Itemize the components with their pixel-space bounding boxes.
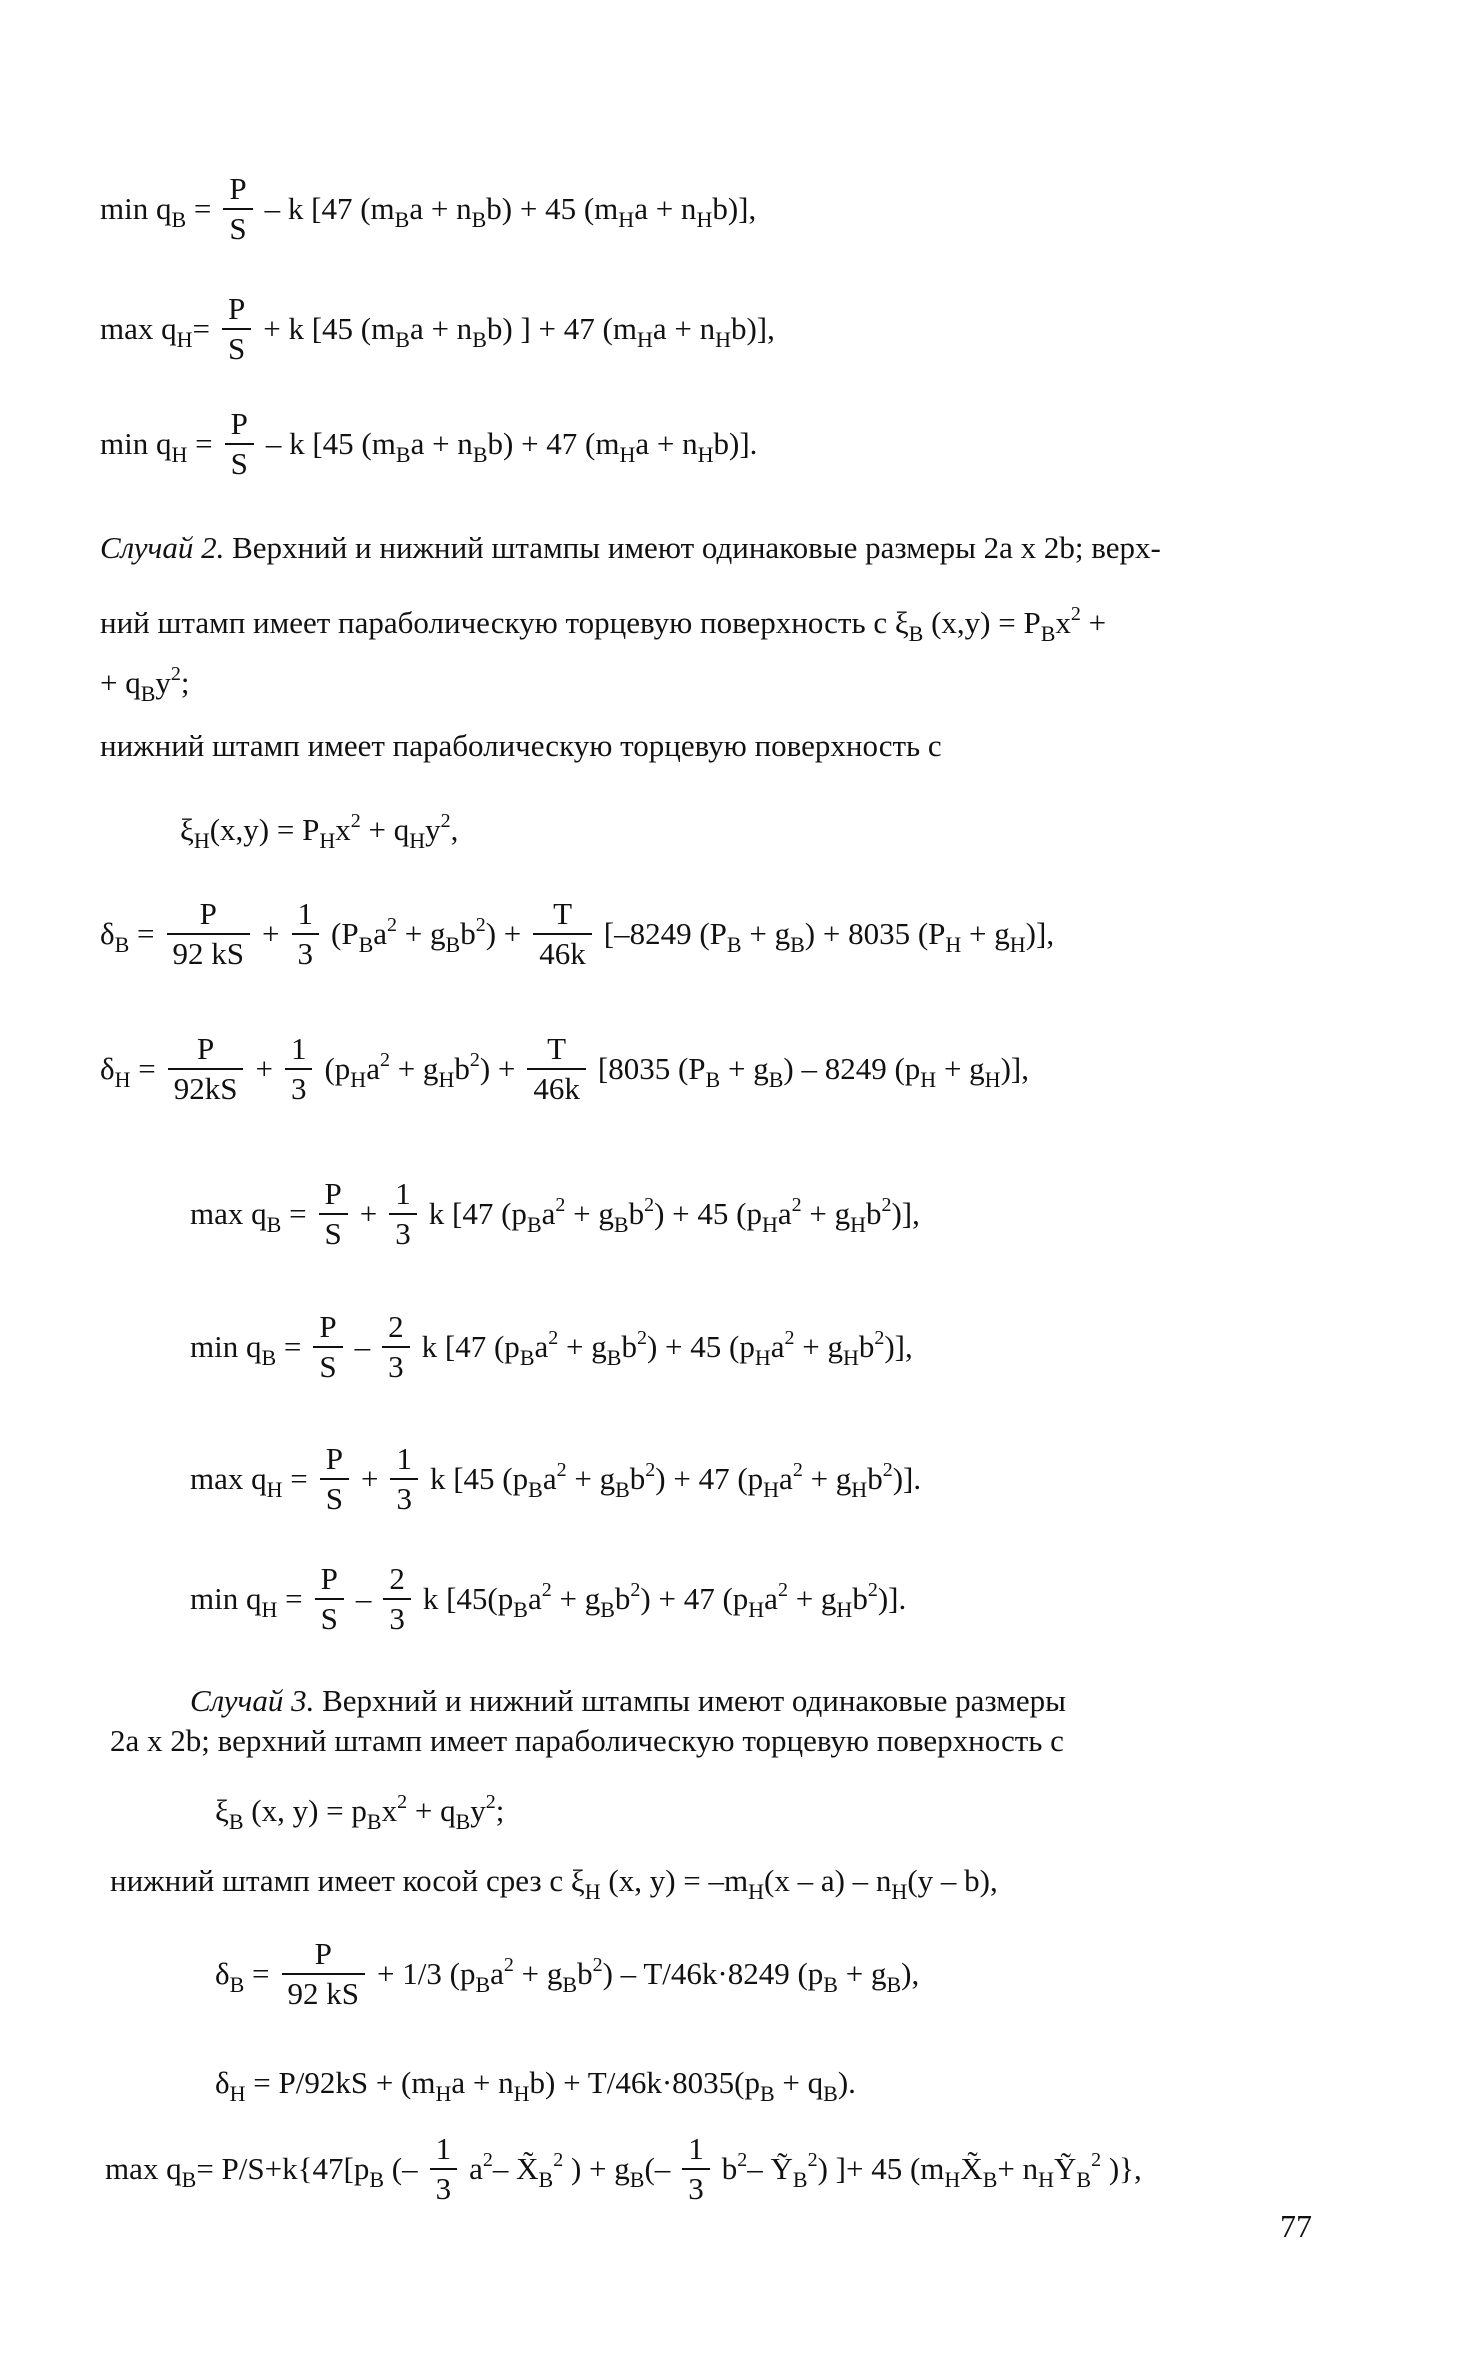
eq-lhs: $\delta_H$ = [100, 1051, 156, 1092]
eq-lhs: $\max q_B$ = [190, 1196, 307, 1237]
eq-lhs: $\max q_B= P/S+k\{47[p_B$ (– [105, 2151, 418, 2192]
case2-line4: нижний штамп имеет параболическую торцевую поверхность с [100, 728, 942, 763]
eq-rest: + 1/3 $(p_Ba^2 + g_Bb^2) - T/46k\cdot 8249$ $(p_B + g_B)$, [377, 1954, 920, 1997]
equation-max-qB-case3 [105, 2130, 1142, 2208]
case3-label: Случай 3. [190, 1683, 315, 1718]
eq-lhs: $\max q_H$ = [190, 1461, 308, 1502]
fraction: $\frac{P}{S}$ [320, 1440, 349, 1518]
fraction: $\frac{2}{3}$ [383, 1560, 411, 1638]
equation-max-qB-case2: $\max q_B$ = $\frac{P}{S}$ + $\frac{1}{3}$ k [47 $(p_Ba^2 + g_Bb^2) + 45$ $(p_Ha^2 + g_Hb^2)$], [190, 1176, 920, 1251]
fraction: $\frac{P}{92kS}$ [168, 1030, 244, 1108]
equation-min-qB [100, 170, 756, 248]
fraction: $\frac{P}{S}$ [223, 170, 252, 248]
xiB-definition: $\xi_B$ (x, $y) = p_Bx^2 + q_By^2$; [215, 1791, 505, 1834]
eq-rest: k [47 $(p_Ba^2 + g_Bb^2) + 45$ $(p_Ha^2 + g_Hb^2)$], [428, 1194, 920, 1237]
fraction: $\frac{1}{3}$ [682, 2130, 710, 2208]
fraction: $\frac{T}{46k}$ [533, 895, 592, 973]
equation-delta-B-case3 [215, 1935, 919, 2013]
fraction: $\frac{1}{3}$ [430, 2130, 458, 2208]
fraction: $\frac{P}{S}$ [222, 290, 251, 368]
equation-delta-H: $\delta_H$ = $\frac{P}{92kS}$ + $\frac{1}{3}$ $(p_Ha^2 + g_Hb^2)$ + $\frac{T}{46k}$ [8035 $(P_B + g_B) - 8249$ $(p_H + g_H)$], [100, 1031, 1029, 1106]
eq-rest: [–8249 $(P_B + g_B) + 8035$ $(P_H + g_H)$], [603, 916, 1055, 957]
fraction: $\frac{P}{92 kS}$ [282, 1935, 366, 2013]
equation-max-qH [100, 290, 775, 368]
equation-delta-H-case3: $\delta_H = P/92kS + (m_Ha + n_Hb) + T/46k\cdot 8035(p_B + q_B)$. [215, 2065, 856, 2106]
eq-lhs: $\min q_B$ = [100, 191, 212, 232]
eq-lhs: $\min q_H$ = [190, 1581, 303, 1622]
eq-lhs: $\delta_B$ = [215, 1956, 270, 1997]
fraction: $\frac{1}{3}$ [390, 1440, 418, 1518]
eq-lhs: $\delta_B$ = [100, 916, 155, 957]
equation-min-qB-case2: $\min q_B$ = $\frac{P}{S}$ – $\frac{2}{3}$ k [47 $(p_Ba^2 + g_Bb^2) + 45$ $(p_Ha^2 + g_Hb^2)$], [190, 1309, 913, 1384]
fraction: $\frac{P}{S}$ [315, 1560, 344, 1638]
fraction: $\frac{2}{3}$ [382, 1308, 410, 1386]
eq-mid: $a^2-$ $X̃_B^2$ ) + $g_B(-$ [469, 2149, 671, 2192]
fraction: $\frac{T}{46k}$ [527, 1030, 586, 1108]
eq-lhs: $\max q_H=$ [100, 311, 210, 352]
equation-max-qH-case2: $\max q_H$ = $\frac{P}{S}$ + $\frac{1}{3}$ k [45 $(p_Ba^2 + g_Bb^2) + 47$ $(p_Ha^2 + g_Hb^2)$]. [190, 1441, 922, 1516]
eq-rest: k [47 $(p_Ba^2 + g_Bb^2) + 45$ $(p_Ha^2 + g_Hb^2)$], [421, 1327, 913, 1370]
case3-line1: Случай 3. Верхний и нижний штампы имеют одинаковые размеры [190, 1683, 1066, 1718]
equation-min-qH [100, 405, 757, 483]
eq-rest: k [$45(p_Ba^2 + g_Bb^2) + 47$ $(p_Ha^2 + g_Hb^2)$]. [422, 1579, 907, 1622]
case3-line3: нижний штамп имеет косой срез с $\xi_H$ (x, $y) = -m_H(x - a) - n_H(y - b)$, [110, 1863, 998, 1904]
eq-lhs: $\min q_H$ = [100, 426, 213, 467]
equation-min-qH-case2: $\min q_H$ = $\frac{P}{S}$ – $\frac{2}{3}$ k [$45(p_Ba^2 + g_Bb^2) + 47$ $(p_Ha^2 + g_Hb^2)$]. [190, 1561, 907, 1636]
fraction: $\frac{P}{92 kS}$ [167, 895, 251, 973]
fraction: $\frac{1}{3}$ [389, 1175, 417, 1253]
eq-rest: $b^2-$ Ỹ$_B^2$) ]+ 45 ($m_HX̃_B+$ $n_HỸ_B^2$ )}, [721, 2149, 1142, 2192]
eq-lhs: $\min q_B$ = [190, 1329, 302, 1370]
fraction: $\frac{P}{S}$ [319, 1175, 348, 1253]
eq-rest: [8035 $(P_B + g_B) - 8249$ $(p_H + g_H)$], [597, 1051, 1029, 1092]
eq-mid: $(P_Ba^2 + g_Bb^2)$ + [331, 914, 522, 957]
eq-rest: – k [45 $(m_Ba + n_Bb) + 47$ $(m_Ha + n_Hb)$]. [265, 426, 758, 467]
xiH-definition: $\xi_H(x,y) = P_Hx^2 + q_Hy^2$, [180, 810, 459, 853]
eq-rest: – k [47 $(m_Ba + n_Bb) + 45$ $(m_Ha + n_Hb)$], [264, 191, 757, 232]
case2-line3: + $q_By^2$; [100, 663, 190, 706]
eq-mid: $(p_Ha^2 + g_Hb^2)$ + [324, 1049, 516, 1092]
eq-rest: k [45 $(p_Ba^2 + g_Bb^2) + 47$ $(p_Ha^2 + g_Hb^2)$]. [429, 1459, 922, 1502]
case3-line2: 2a x 2b; верхний штамп имеет параболическую торцевую поверхность с [110, 1723, 1064, 1758]
case2-line1: Случай 2. Верхний и нижний штампы имеют одинаковые размеры 2a x 2b; верх- [100, 530, 1161, 565]
page-number: 77 [1280, 2208, 1312, 2244]
case2-label: Случай 2. [100, 530, 225, 565]
fraction: $\frac{P}{S}$ [225, 405, 254, 483]
fraction: $\frac{1}{3}$ [285, 1030, 313, 1108]
fraction: $\frac{1}{3}$ [292, 895, 320, 973]
equation-delta-B: $\delta_B$ = $\frac{P}{92 kS}$ + $\frac{1}{3}$ $(P_Ba^2 + g_Bb^2)$ + $\frac{T}{46k}$ [–8249 $(P_B + g_B) + 8035$ $(P_H + g_H)$], [100, 896, 1055, 971]
case2-line2: ний штамп имеет параболическую торцевую поверхность с $\xi_B$ $(x,y) = P_Bx^2$ + [100, 603, 1107, 646]
fraction: $\frac{P}{S}$ [313, 1308, 342, 1386]
eq-rest: + k [45 $(m_Ba + n_Bb)$ ] + 47 $(m_Ha + n_Hb)$], [263, 311, 775, 352]
